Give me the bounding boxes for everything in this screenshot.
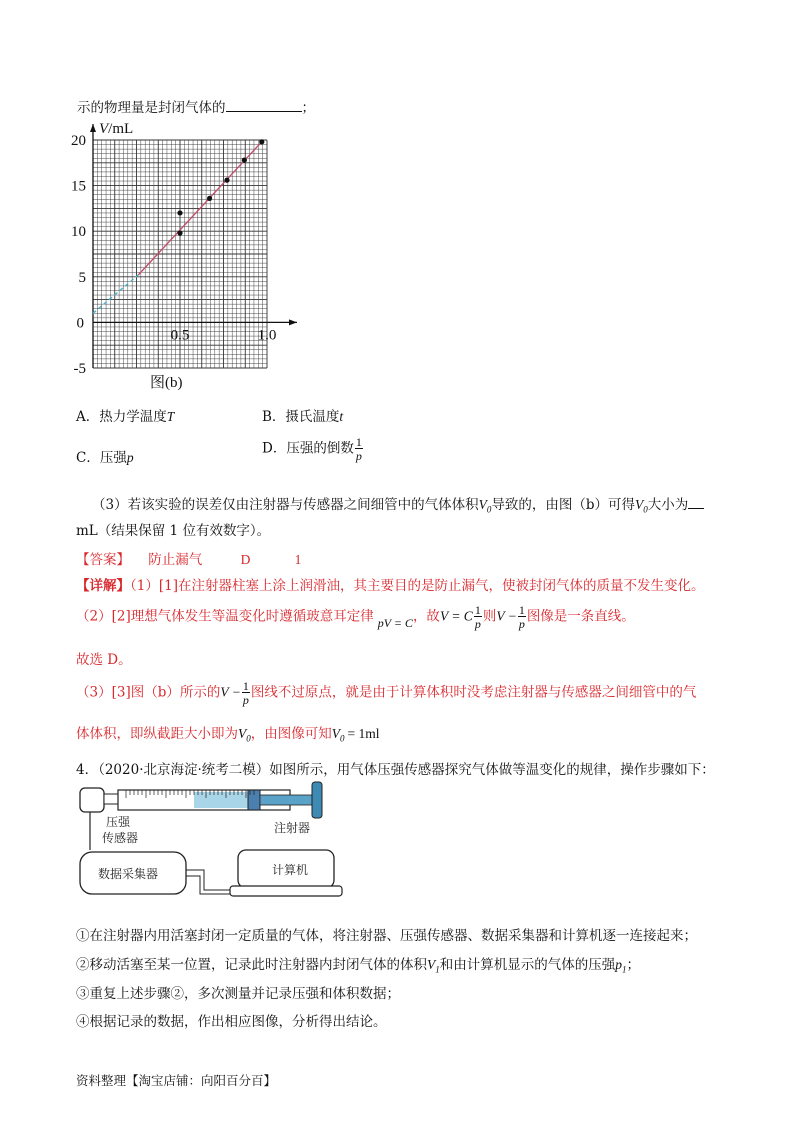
detail-p2c: 则 xyxy=(482,608,497,625)
q4-step2 xyxy=(76,953,640,975)
option-d-fraction xyxy=(355,436,363,462)
option-c-var: p xyxy=(126,450,134,465)
option-b-label: B．摄氏温度 xyxy=(262,409,340,425)
data-point xyxy=(177,230,182,235)
answer-label: 【答案】 xyxy=(76,552,130,568)
data-point xyxy=(207,196,212,201)
data-point xyxy=(224,178,229,183)
q4-step2-p1: $p_1$ xyxy=(615,957,627,975)
detail-p4-eq: V − xyxy=(220,684,241,700)
syringe-label: 注射器 xyxy=(274,821,311,835)
q3-part1: （3）若该实验的误差仅由注射器与传感器之间细管中的气体体积 xyxy=(92,497,479,513)
y-axis-arrow xyxy=(90,124,96,132)
page-footer: 资料整理【淘宝店铺：向阳百分百】 xyxy=(76,1073,277,1088)
y-tick-label: 5 xyxy=(78,269,86,286)
option-d-label: D．压强的倒数 xyxy=(262,440,354,457)
option-c-label: C．压强 xyxy=(76,450,127,466)
answer-line xyxy=(76,548,301,568)
q4-step2-v1: $V_1$ xyxy=(427,957,440,975)
x-axis-arrow xyxy=(289,319,297,325)
origin-label: 0 xyxy=(76,315,84,332)
detail-p3: 故选 D。 xyxy=(76,652,132,668)
sensor-neck xyxy=(104,794,118,804)
q4-step3: ③重复上述步骤②，多次测量并记录压强和体积数据； xyxy=(76,986,400,1002)
option-a-var: T xyxy=(166,409,175,424)
q3-v0: $V_0$ xyxy=(478,497,492,515)
detail-p2b: ，故 xyxy=(412,608,440,625)
detail-p2-frac: $\frac{1}{p}$ xyxy=(474,603,481,631)
detail-p4a: （3）[3]图（b）所示的 xyxy=(76,684,221,701)
collector-label: 数据采集器 xyxy=(98,867,159,881)
detail-p5-eq: = 1ml xyxy=(347,726,380,741)
apparatus-diagram xyxy=(76,780,376,902)
continuation-text: 示的物理量是封闭气体的 xyxy=(77,100,226,116)
option-d-num: 1 xyxy=(355,435,362,449)
x-tick-label: 1.0 xyxy=(257,327,277,344)
y-tick-label: 10 xyxy=(71,224,86,241)
continuation-end: ； xyxy=(301,100,315,116)
detail-p2a: （2）[2]理想气体发生等温变化时遵循玻意耳定律 xyxy=(76,608,374,625)
q4-step1: ①在注射器内用活塞封闭一定质量的气体，将注射器、压强传感器、数据采集器和计算机逐一连接起来； xyxy=(76,928,697,944)
option-b xyxy=(262,405,343,425)
detail-p4 xyxy=(76,680,696,706)
q3-line2: mL（结果保留 1 位有效数字）。 xyxy=(76,523,271,539)
detail-p4b: 图线不过原点，就是由于计算体积时没考虑注射器与传感器之间细管中的气 xyxy=(250,684,697,701)
q4-step2b: 和由计算机显示的气体的压强 xyxy=(439,957,616,973)
chart-caption: 图(b) xyxy=(150,375,183,391)
q4-step2a: ②移动活塞至某一位置，记录此时注射器内封闭气体的体积 xyxy=(76,957,427,973)
syringe-grip xyxy=(312,782,322,818)
q3-line1 xyxy=(92,493,704,515)
detail-p5-v0b: $V_0$ xyxy=(331,726,345,744)
y-tick-label: -5 xyxy=(73,361,86,377)
y-tick-label: 15 xyxy=(71,178,86,195)
option-a xyxy=(76,405,174,425)
y-axis-label: V/mL xyxy=(99,121,134,137)
answer-3: 1 xyxy=(294,552,302,567)
detail-p5-v0: $V_0$ xyxy=(238,726,251,744)
answer-2: D xyxy=(240,552,251,567)
detail-p5b: ，由图像可知 xyxy=(250,726,332,742)
detail-p5 xyxy=(76,722,380,744)
detail-label: 【详解】 xyxy=(76,578,130,594)
y-tick-label: 20 xyxy=(71,133,86,149)
q4-title: 4．（2020·北京海淀·统考二模）如图所示，用气体压强传感器探究气体做等温变化的规律，操作步骤如下： xyxy=(76,762,715,778)
detail-p2 xyxy=(76,604,635,630)
option-c xyxy=(76,446,134,466)
detail-p2-eq: pV = C xyxy=(377,615,413,630)
detail-p4-frac: $\frac{1}{p}$ xyxy=(242,679,249,707)
q4-step2c: ； xyxy=(626,957,640,973)
detail-p1 xyxy=(76,574,704,594)
v-vs-reciprocal-p-chart xyxy=(60,112,320,392)
computer-label: 计算机 xyxy=(272,863,309,877)
detail-p2d: 图像是一条直线。 xyxy=(526,608,635,625)
x-tick-label: 0.5 xyxy=(170,327,190,344)
q4-step4: ④根据记录的数据，作出相应图像，分析得出结论。 xyxy=(76,1014,387,1030)
option-a-label: A．热力学温度 xyxy=(76,409,167,425)
option-d xyxy=(262,436,364,462)
option-b-var: t xyxy=(339,409,344,424)
sensor-label-1: 压强 xyxy=(106,815,131,829)
sensor-head xyxy=(80,788,104,812)
q3-part3: 大小为 xyxy=(647,497,689,513)
answer-blank xyxy=(226,97,302,112)
option-d-den: p xyxy=(355,449,362,463)
q3-v0-b: $V_0$ xyxy=(635,497,648,515)
sensor-label-2: 传感器 xyxy=(102,831,139,845)
data-point xyxy=(242,157,247,162)
computer-base xyxy=(230,886,342,896)
detail-p1-text: （1）[1]在注射器柱塞上涂上润滑油，其主要目的是防止漏气，使被封闭气体的质量不发生变化。 xyxy=(130,578,705,594)
q3-part2: 导致的，由图（b）可得 xyxy=(491,497,635,513)
extrapolation-line xyxy=(93,275,138,313)
detail-p2-eq2: V = C xyxy=(439,608,473,624)
data-point xyxy=(177,210,182,215)
syringe-rod xyxy=(260,795,318,805)
answer-1: 防止漏气 xyxy=(148,552,203,568)
detail-p2-eq3: V − xyxy=(496,608,517,624)
detail-p5a: 体体积，即纵截距大小即为 xyxy=(76,726,238,742)
data-point xyxy=(259,139,264,144)
detail-p2-frac2: $\frac{1}{p}$ xyxy=(518,603,525,631)
q3-blank xyxy=(688,494,704,509)
